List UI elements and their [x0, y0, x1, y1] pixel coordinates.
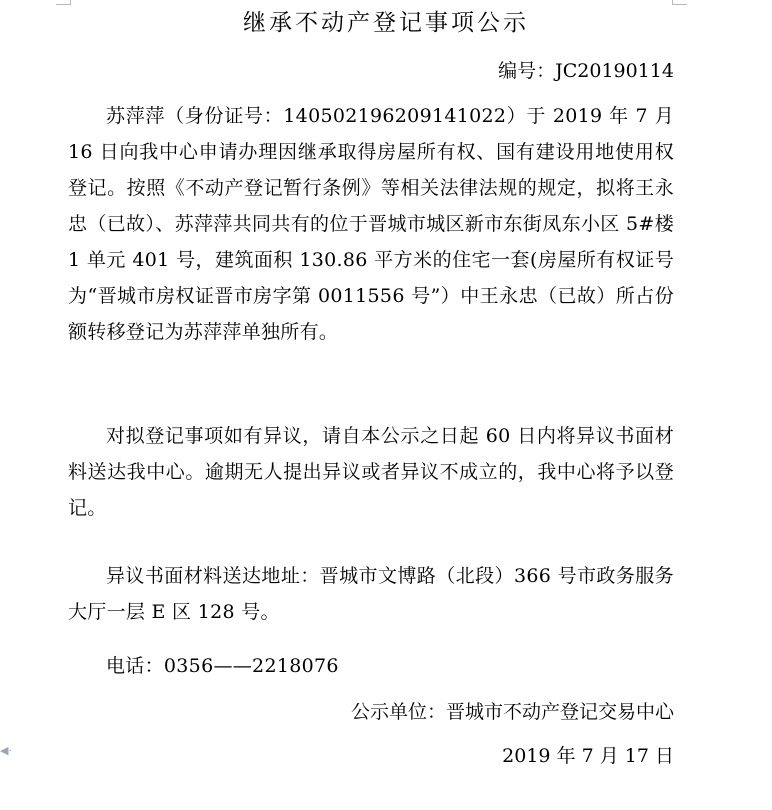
expand-handle-icon[interactable]: ◀· [0, 744, 12, 757]
page-corner-mark-left [56, 0, 71, 5]
issuer-line: 公示单位：晋城市不动产登记交易中心 [350, 701, 674, 723]
document-number: 编号：JC20190114 [498, 60, 674, 82]
paragraph-objection: 对拟登记事项如有异议，请自本公示之日起 60 日内将异议书面材料送达我中心。逾期无人提出异议或者异议不成立的，我中心将予以登记。 [68, 425, 674, 519]
paragraph-phone: 电话：0356——2218076 [106, 655, 339, 677]
paragraph-address: 异议书面材料送达地址：晋城市文博路（北段）366 号市政务服务大厅一层 E 区 128 号。 [68, 565, 674, 623]
page-corner-mark-right [672, 0, 687, 5]
paragraph-main: 苏萍萍（身份证号：140502196209141022）于 2019 年 7 月 16 日向我中心申请办理因继承取得房屋所有权、国有建设用地使用权登记。按照《不动产登记暂行条例》等相关法律法规的规定，拟将王永忠（已故）、苏萍萍共同共有的位于晋城市城区新市东街凤东小区 5#楼 1 单元 401 号，建筑面积 130.86 平方米的住宅一套(房屋所有权证号为“晋城市房权证晋市房字第 0011556 号”）中王永忠（已故）所占份额转移登记为苏萍萍单独所有。 [68, 105, 674, 343]
issue-date: 2019 年 7 月 17 日 [502, 745, 674, 767]
notice-title: 继承不动产登记事项公示 [243, 10, 529, 36]
